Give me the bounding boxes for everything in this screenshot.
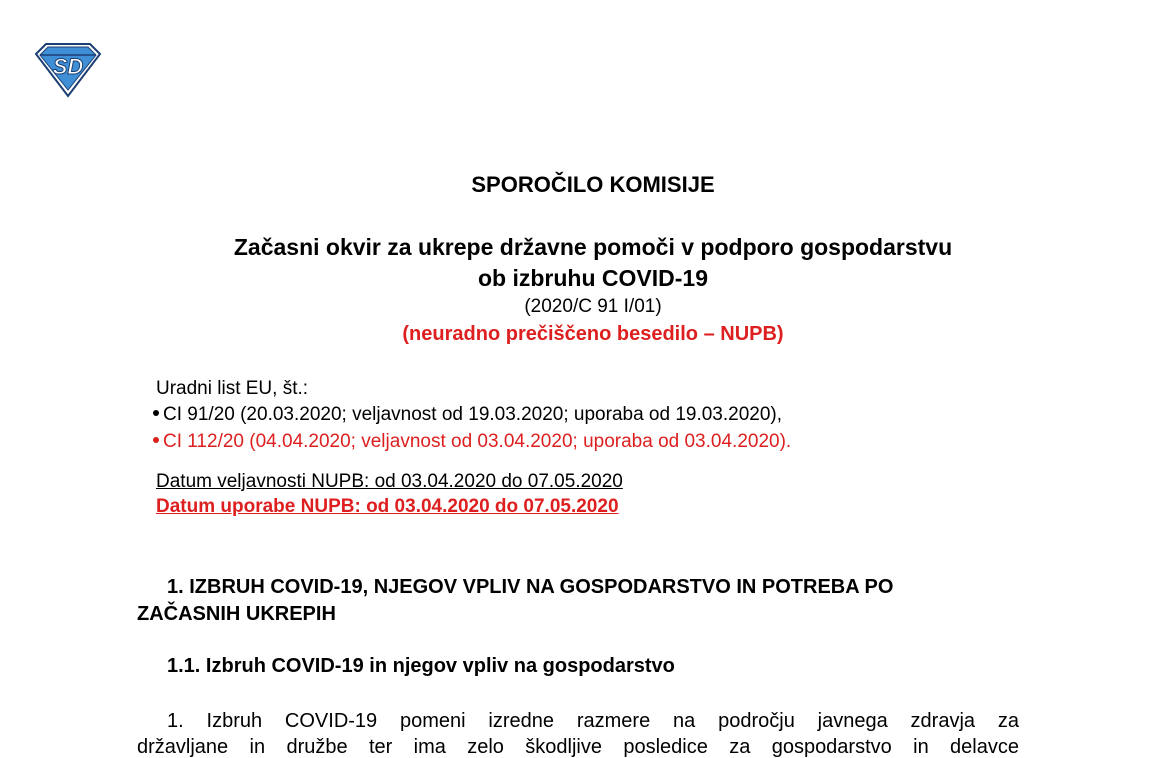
journal-entry — [153, 432, 791, 451]
section-heading-line2: ZAČASNIH UKREPIH — [137, 603, 336, 625]
validity-date: Datum veljavnosti NUPB: od 03.04.2020 do 07.05.2020 — [156, 471, 623, 492]
paragraph-line1: 1. Izbruh COVID-19 pomeni izredne razmere na področju javnega zdravja za — [167, 710, 1019, 732]
paragraph-line2: državljane in družbe ter ima zelo škodljive posledice za gospodarstvo in delavce — [137, 736, 1019, 758]
document-subtitle-line2: ob izbruhu COVID-19 — [478, 265, 708, 291]
bullet-icon — [153, 437, 159, 443]
bullet-icon — [153, 410, 159, 416]
document-subtitle-line1: Začasni okvir za ukrepe državne pomoči v podporo gospodarstvu — [233, 234, 953, 260]
diamond-logo-icon — [32, 40, 104, 100]
usage-date: Datum uporabe NUPB: od 03.04.2020 do 07.05.2020 — [156, 496, 619, 517]
document-reference: (2020/C 91 I/01) — [524, 296, 662, 317]
section-heading-line1: 1. IZBRUH COVID-19, NJEGOV VPLIV NA GOSPODARSTVO IN POTREBA PO — [167, 576, 894, 598]
journal-entry-text: CI 91/20 (20.03.2020; veljavnost od 19.03.2020; uporaba od 19.03.2020), — [163, 404, 783, 425]
nupb-note: (neuradno prečiščeno besedilo – NUPB) — [402, 323, 784, 345]
document-title: SPOROČILO KOMISIJE — [471, 172, 715, 197]
journal-entry — [153, 405, 782, 424]
logo-text: SD — [52, 54, 84, 79]
subsection-heading: 1.1. Izbruh COVID-19 in njegov vpliv na gospodarstvo — [167, 655, 675, 677]
journal-entry-text: CI 112/20 (04.04.2020; veljavnost od 03.04.2020; uporaba od 03.04.2020). — [163, 431, 792, 452]
journal-label: Uradni list EU, št.: — [156, 378, 309, 399]
